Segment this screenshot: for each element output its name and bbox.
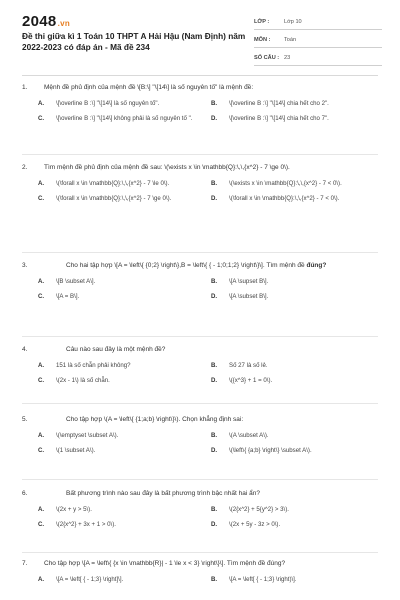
option-letter: C. — [38, 521, 45, 528]
question-text: Cho tập hợp \(A = \left\{ {1;a;b} \right\}\). Chọn khẳng định sai: — [66, 416, 244, 423]
option-letter: A. — [38, 576, 45, 583]
question-1 — [22, 83, 380, 130]
question-separator — [22, 154, 378, 155]
option-letter: C. — [38, 447, 45, 454]
option-text: \(\left\{ {a;b} \right\} \subset A\). — [229, 447, 312, 454]
option-letter: A. — [38, 180, 45, 187]
site-logo[interactable] — [22, 13, 70, 30]
question-text: Tìm mệnh đề phủ định của mệnh đề sau: \(\exists x \in \mathbb{Q}:\,\,{x^2} - 7 \ge 0\). — [44, 164, 290, 171]
question-2 — [22, 163, 380, 210]
meta-label: SỐ CÂU : — [254, 54, 280, 61]
option-c[interactable] — [38, 115, 207, 123]
option-letter: A. — [38, 362, 45, 369]
option-a[interactable] — [38, 180, 207, 188]
question-number: 1. — [22, 84, 28, 91]
option-letter: B. — [211, 432, 218, 439]
option-letter: C. — [38, 115, 45, 122]
option-text: \(\forall x \in \mathbb{Q}:\,\,{x^2} - 7 < 0\). — [229, 195, 340, 202]
option-text: \(A \subset A\). — [229, 432, 269, 439]
question-number: 3. — [22, 262, 28, 269]
option-letter: B. — [211, 180, 218, 187]
option-text: \(2{x^2} + 5{y^2} > 3\). — [229, 506, 289, 513]
option-text: \[\overline B :\] "\[14\] không phải là số nguyên tố ". — [56, 115, 193, 122]
option-letter: D. — [211, 377, 218, 384]
question-separator — [22, 252, 378, 253]
option-a[interactable] — [38, 506, 207, 514]
option-letter: B. — [211, 362, 218, 369]
option-text: \[A \subset B\]. — [229, 293, 269, 300]
option-b[interactable] — [211, 100, 380, 108]
meta-row-subject — [254, 32, 382, 48]
option-text: Số 27 là số lẻ. — [229, 362, 268, 369]
question-text: Bất phương trình nào sau đây là bất phương trình bậc nhất hai ẩn? — [66, 490, 260, 497]
exam-meta — [254, 14, 382, 68]
option-a[interactable] — [38, 100, 207, 108]
option-text: \[\overline B :\] "\[14\] là số nguyên tố". — [56, 100, 160, 107]
option-letter: B. — [211, 576, 218, 583]
question-number: 7. — [22, 560, 28, 567]
option-letter: C. — [38, 377, 45, 384]
question-3 — [22, 261, 380, 308]
option-text: 151 là số chẵn phải không? — [56, 362, 131, 369]
meta-value: Lớp 10 — [284, 18, 302, 25]
question-number: 4. — [22, 346, 28, 353]
option-a[interactable] — [38, 278, 207, 286]
question-text: Câu nào sau đây là một mệnh đề? — [66, 346, 166, 353]
question-7 — [22, 559, 380, 591]
option-letter: D. — [211, 447, 218, 454]
option-text: \(1 \subset A\). — [56, 447, 96, 454]
option-text: \[A = B\]. — [56, 293, 80, 300]
question-separator — [22, 403, 378, 404]
header-divider — [22, 75, 378, 76]
question-text: Cho tập hợp \[A = \left\{ {x \in \mathbb{R}| - 1 \le x < 3} \right\}\]. Tìm mệnh đề đúng? — [44, 560, 286, 567]
option-b[interactable] — [211, 180, 380, 188]
question-separator — [22, 336, 378, 337]
option-text: \(\emptyset \subset A\). — [56, 432, 119, 439]
option-d[interactable] — [211, 521, 380, 529]
option-d[interactable] — [211, 293, 380, 301]
option-letter: B. — [211, 278, 218, 285]
question-5 — [22, 415, 380, 462]
option-text: \(2x + 5y - 3z > 0\). — [229, 521, 281, 528]
option-text: \(\exists x \in \mathbb{Q}:\,\,{x^2} - 7 < 0\). — [229, 180, 342, 187]
question-number: 5. — [22, 416, 28, 423]
option-letter: D. — [211, 115, 218, 122]
logo-text: 2048 — [22, 13, 57, 30]
option-letter: D. — [211, 521, 218, 528]
meta-label: MÔN : — [254, 36, 271, 43]
question-6 — [22, 489, 380, 536]
option-text: \(2x + y > 5\). — [56, 506, 92, 513]
option-text: \[B \subset A\]. — [56, 278, 96, 285]
option-c[interactable] — [38, 195, 207, 203]
option-d[interactable] — [211, 447, 380, 455]
option-text: \[\overline B :\] "\[14\] chia hết cho 7". — [229, 115, 329, 122]
option-text: \[A \supset B\]. — [229, 278, 269, 285]
exam-title: Đề thi giữa kì 1 Toán 10 THPT A Hải Hậu (Nam Định) năm 2022-2023 có đáp án - Mã đề 234 — [22, 31, 246, 52]
option-b[interactable] — [211, 362, 380, 370]
option-c[interactable] — [38, 293, 207, 301]
option-b[interactable] — [211, 278, 380, 286]
meta-value: Toán — [284, 36, 297, 43]
option-text: \[A = \left[ { - 1;3} \right]\]. — [56, 576, 124, 583]
option-b[interactable] — [211, 432, 380, 440]
question-separator — [22, 479, 378, 480]
option-text: \(2{x^2} + 3x + 1 > 0\). — [56, 521, 116, 528]
option-text: \({x^3} + 1 = 0\). — [229, 377, 273, 384]
option-letter: D. — [211, 195, 218, 202]
question-text-emphasis: đúng? — [306, 262, 327, 269]
option-letter: B. — [211, 506, 218, 513]
question-4 — [22, 345, 380, 392]
option-d[interactable] — [211, 115, 380, 123]
option-letter: A. — [38, 278, 45, 285]
question-text-main: Cho hai tập hợp \[A = \left\{ {0;2} \right\},B = \left\{ { - 1;0;1;2} \right\}\]. Tìm mệnh đề — [66, 262, 305, 269]
option-letter: C. — [38, 293, 45, 300]
option-b[interactable] — [211, 506, 380, 514]
meta-row-count — [254, 50, 382, 66]
option-text: \(2x - 1\) là số chẵn. — [56, 377, 110, 384]
option-text: \[\overline B :\] "\[14\] chia hết cho 2". — [229, 100, 329, 107]
option-b[interactable] — [211, 576, 380, 584]
option-text: \[A = \left[ { - 1;3} \right)\]. — [229, 576, 297, 583]
option-letter: D. — [211, 293, 218, 300]
option-letter: A. — [38, 432, 45, 439]
option-a[interactable] — [38, 362, 207, 370]
meta-value: 23 — [284, 54, 291, 61]
option-letter: A. — [38, 100, 45, 107]
option-c[interactable] — [38, 377, 207, 385]
meta-row-class — [254, 14, 382, 30]
option-c[interactable] — [38, 447, 207, 455]
option-letter: B. — [211, 100, 218, 107]
option-letter: C. — [38, 195, 45, 202]
question-separator — [22, 552, 378, 553]
option-text: \(\forall x \in \mathbb{Q}:\,\,{x^2} - 7 \ge 0\). — [56, 195, 172, 202]
option-c[interactable] — [38, 521, 207, 529]
option-a[interactable] — [38, 432, 207, 440]
option-text: \(\forall x \in \mathbb{Q}:\,\,{x^2} - 7 \le 0\). — [56, 180, 170, 187]
meta-label: LỚP : — [254, 18, 270, 25]
option-d[interactable] — [211, 195, 380, 203]
question-number: 2. — [22, 164, 28, 171]
question-number: 6. — [22, 490, 28, 497]
logo-suffix: .vn — [57, 19, 71, 28]
option-a[interactable] — [38, 576, 207, 584]
option-d[interactable] — [211, 377, 380, 385]
option-letter: A. — [38, 506, 45, 513]
question-text — [44, 261, 380, 270]
question-text: Mệnh đề phủ định của mệnh đề \[B:\] "\[14\] là số nguyên tố" là mệnh đề: — [44, 84, 254, 91]
exam-header — [0, 0, 400, 70]
